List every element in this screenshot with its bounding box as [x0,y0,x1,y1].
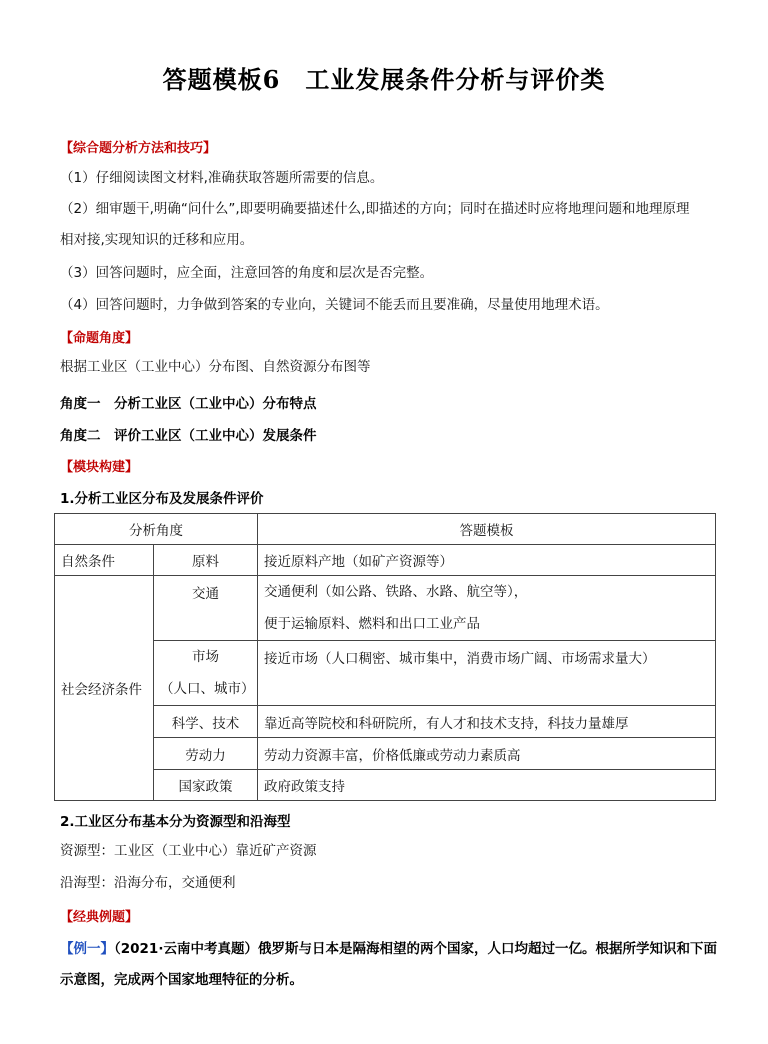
cell-transport-template [258,576,716,641]
example-question [60,934,720,996]
angle-one: 角度一 分析工业区（工业中心）分布特点 [60,396,317,412]
table-row [55,641,716,706]
method-item-1: （1）仔细阅读图文材料,准确获取答题所需要的信息。 [60,170,384,186]
module-section-tag: 【模块构建】 [60,460,139,475]
cell-socioeconomic-conditions: 社会经济条件 [55,576,154,801]
header-analysis-angle: 分析角度 [55,514,258,545]
methods-section-tag: 【综合题分析方法和技巧】 [60,141,217,156]
angle-intro: 根据工业区（工业中心）分布图、自然资源分布图等 [60,359,371,375]
cell-labor-template: 劳动力资源丰富，价格低廉或劳动力素质高 [258,738,716,770]
resource-type-line: 资源型：工业区（工业中心）靠近矿产资源 [60,843,317,859]
cell-market [154,641,258,706]
cell-national-policy: 国家政策 [154,770,258,801]
cell-raw-materials: 原料 [154,545,258,576]
heading-industrial-types: 2.工业区分布基本分为资源型和沿海型 [60,814,291,830]
cell-raw-materials-template: 接近原料产地（如矿产资源等） [258,545,716,576]
method-item-2: （2）细审题干,明确“问什么”,即要明确要描述什么,即描述的方向；同时在描述时应将地理问题和地理原理 [60,201,690,217]
example-section-tag: 【经典例题】 [60,910,139,925]
heading-industrial-distribution: 1.分析工业区分布及发展条件评价 [60,491,264,507]
template-table [54,513,716,801]
angle-two: 角度二 评价工业区（工业中心）发展条件 [60,428,317,444]
table-row [55,770,716,801]
cell-natural-conditions: 自然条件 [55,545,154,576]
table-row [55,706,716,738]
example-tag: 【例一】 [60,941,114,957]
header-answer-template: 答题模板 [258,514,716,545]
cell-labor: 劳动力 [154,738,258,770]
method-item-2-cont: 相对接,实现知识的迁移和应用。 [60,232,254,248]
transport-template-line-2: 便于运输原料、燃料和出口工业产品 [264,616,480,632]
market-sublabel: （人口、城市） [160,681,255,697]
transport-template-line-1: 交通便利（如公路、铁路、水路、航空等）， [264,584,528,600]
cell-national-policy-template: 政府政策支持 [258,770,716,801]
table-row [55,576,716,641]
table-row [55,738,716,770]
coastal-type-line: 沿海型：沿海分布，交通便利 [60,875,236,891]
market-label: 市场 [192,649,219,665]
example-text: （2021·云南中考真题）俄罗斯与日本是隔海相望的两个国家，人口均超过一亿。根据所学知识和下面示意图，完成两个国家地理特征的分析。 [60,941,717,988]
table-row [55,514,716,545]
method-item-4: （4）回答问题时，力争做到答案的专业向，关键词不能丢而且要准确，尽量使用地理术语。 [60,297,609,313]
cell-transport: 交通 [154,576,258,641]
page-title: 答题模板6 工业发展条件分析与评价类 [162,65,606,94]
cell-market-template: 接近市场（人口稠密、城市集中，消费市场广阔、市场需求量大） [258,641,716,706]
method-item-3: （3）回答问题时，应全面，注意回答的角度和层次是否完整。 [60,265,434,281]
table-row [55,545,716,576]
angle-section-tag: 【命题角度】 [60,331,139,346]
cell-science-tech: 科学、技术 [154,706,258,738]
cell-science-tech-template: 靠近高等院校和科研院所，有人才和技术支持，科技力量雄厚 [258,706,716,738]
